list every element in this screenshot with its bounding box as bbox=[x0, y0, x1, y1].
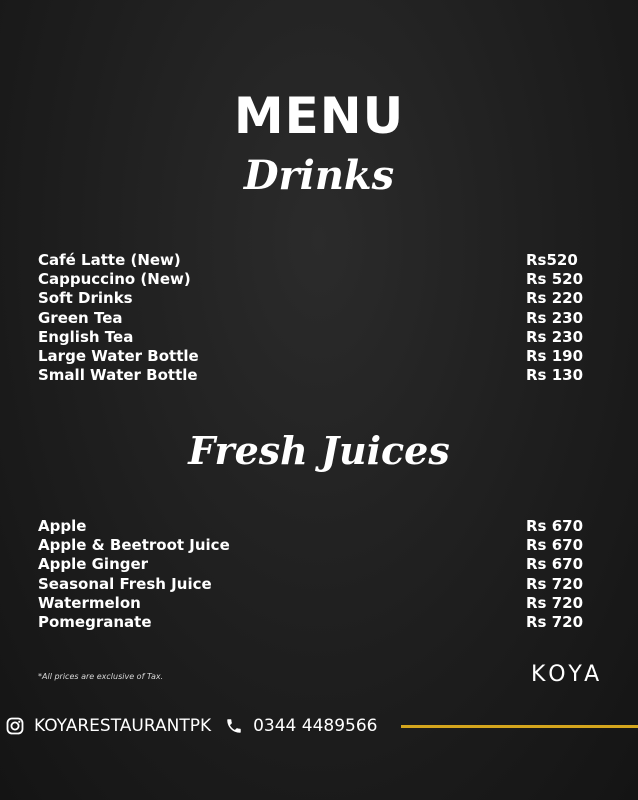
item-name: English Tea bbox=[38, 327, 134, 346]
accent-divider bbox=[401, 725, 638, 728]
list-item bbox=[38, 536, 584, 555]
list-item bbox=[38, 612, 584, 632]
item-name: Apple bbox=[38, 517, 87, 535]
item-name: Pomegranate bbox=[38, 612, 152, 631]
item-price: Rs 230 bbox=[526, 327, 584, 346]
phone-number[interactable]: 0344 4489566 bbox=[253, 716, 378, 736]
item-name: Green Tea bbox=[38, 308, 123, 327]
fresh-juices-heading: Fresh Juices bbox=[188, 428, 450, 473]
item-price: Rs 670 bbox=[526, 517, 584, 535]
item-name: Small Water Bottle bbox=[38, 366, 198, 385]
list-item bbox=[38, 517, 584, 536]
tax-footnote: *All prices are exclusive of Tax. bbox=[38, 672, 164, 681]
list-item bbox=[38, 574, 584, 594]
list-item bbox=[38, 346, 584, 366]
item-price: Rs 670 bbox=[526, 555, 584, 574]
instagram-handle[interactable]: KOYARESTAURANTPK bbox=[34, 716, 212, 736]
list-item bbox=[38, 270, 584, 289]
item-name: Soft Drinks bbox=[38, 289, 133, 308]
item-price: Rs 190 bbox=[526, 346, 584, 365]
juices-list bbox=[38, 517, 584, 632]
drinks-heading: Drinks bbox=[243, 152, 395, 199]
item-price: Rs520 bbox=[526, 251, 578, 269]
item-price: Rs 720 bbox=[526, 574, 584, 593]
item-name: Apple Ginger bbox=[38, 555, 149, 574]
item-price: Rs 230 bbox=[526, 308, 584, 327]
phone-icon bbox=[225, 717, 243, 735]
list-item bbox=[38, 327, 584, 347]
list-item bbox=[38, 308, 584, 328]
koya-logo: KOYA bbox=[531, 662, 604, 687]
item-name: Apple & Beetroot Juice bbox=[38, 536, 230, 555]
item-name: Large Water Bottle bbox=[38, 346, 199, 365]
list-item bbox=[38, 366, 584, 385]
item-name: Seasonal Fresh Juice bbox=[38, 574, 212, 593]
item-price: Rs 670 bbox=[526, 536, 584, 555]
item-name: Watermelon bbox=[38, 593, 141, 612]
menu-title: MENU bbox=[233, 87, 405, 145]
instagram-icon[interactable] bbox=[6, 717, 24, 735]
item-name: Café Latte (New) bbox=[38, 251, 181, 269]
drinks-list bbox=[38, 251, 584, 385]
contact-bar bbox=[6, 714, 378, 738]
list-item bbox=[38, 251, 578, 270]
list-item bbox=[38, 593, 584, 613]
item-price: Rs 220 bbox=[526, 289, 584, 308]
list-item bbox=[38, 289, 584, 308]
item-price: Rs 130 bbox=[526, 366, 584, 385]
list-item bbox=[38, 555, 584, 574]
item-price: Rs 520 bbox=[526, 270, 584, 289]
item-price: Rs 720 bbox=[526, 593, 584, 612]
item-price: Rs 720 bbox=[526, 612, 584, 631]
item-name: Cappuccino (New) bbox=[38, 270, 191, 289]
